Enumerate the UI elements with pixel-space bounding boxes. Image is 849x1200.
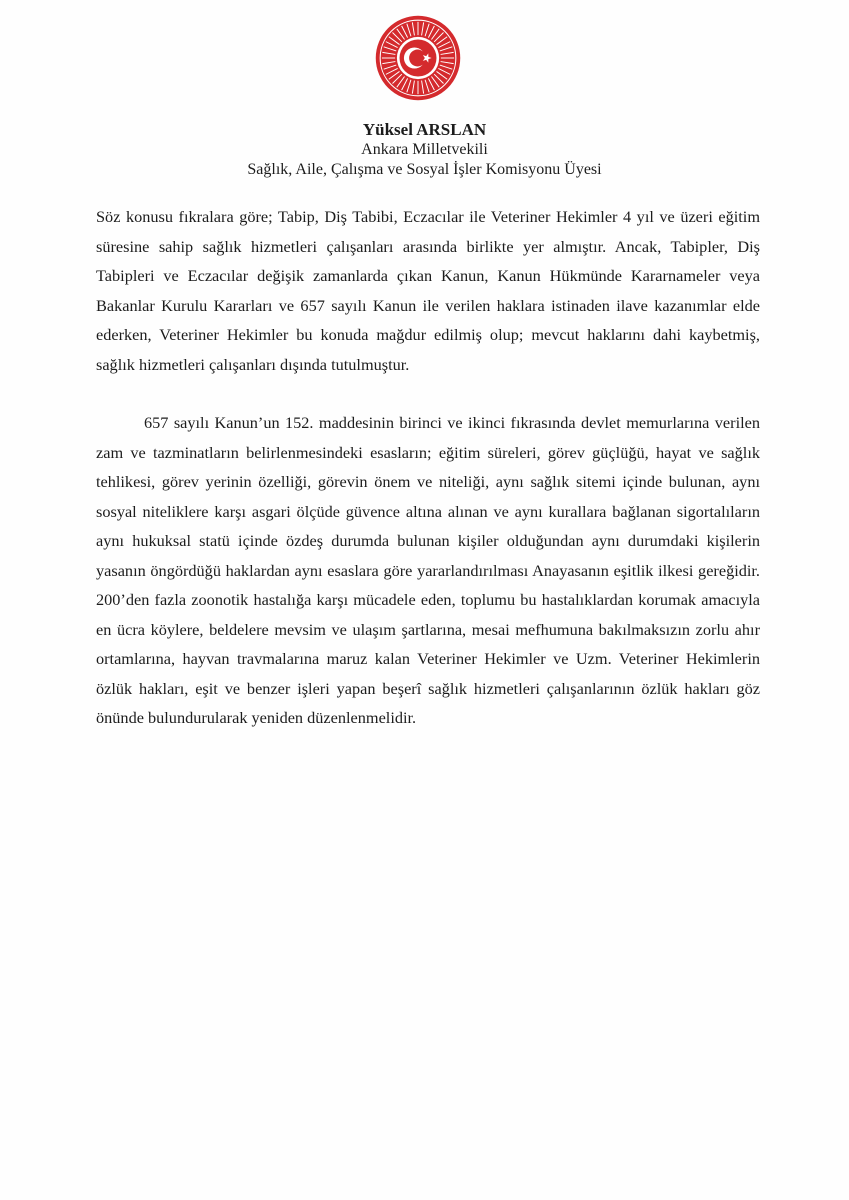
- committee-membership: Sağlık, Aile, Çalışma ve Sosyal İşler Komisyonu Üyesi: [247, 161, 602, 178]
- parliament-seal-icon: [374, 14, 462, 102]
- member-title: Ankara Milletvekili: [361, 141, 488, 158]
- paragraph-2: 657 sayılı Kanun’un 152. maddesinin birinci ve ikinci fıkrasında devlet memurlarına verilen zam ve tazminatların belirlenmesindeki esasların; eğitim süreleri, görev güçlüğü, hayat ve sağlık tehlikesi, görev yerinin özelliği, görevin önem ve niteliği, aynı sağlık sitemi içinde bulunan, aynı sosyal niteliklere karşı asgari ölçüde güvence altına alınan ve aynı kurallara bağlanan sigortalıların aynı hukuksal statü içinde özdeş durumda bulunan kişiler olduğundan aynı durumdaki kişilerin yasanın öngördüğü haklardan aynı esaslara göre yararlandırılması Anayasanın eşitlik ilkesi gereğidir. 200’den fazla zoonotik hastalığa karşı mücadele eden, toplumu bu hastalıklardan korumak amacıyla en ücra köylere, beldelere mevsim ve ulaşım şartlarına, mesai mefhumuna bakılmaksızın zorlu ahır ortamlarına, hayvan travmalarına maruz kalan Veteriner Hekimler ve Uzm. Veteriner Hekimlerin özlük hakları, eşit ve benzer işleri yapan beşerî sağlık hizmetleri çalışanlarının özlük hakları göz önünde bulundurularak yeniden düzenlenmelidir.: [96, 413, 760, 727]
- member-name: Yüksel ARSLAN: [362, 120, 487, 139]
- letterhead: [0, 120, 849, 180]
- paragraph-1: Söz konusu fıkralara göre; Tabip, Diş Tabibi, Eczacılar ile Veteriner Hekimler 4 yıl ve üzeri eğitim süresine sahip sağlık hizmetleri çalışanları arasında birlikte yer almıştır. Ancak, Tabipler, Diş Tabipleri ve Eczacılar değişik zamanlarda çıkan Kanun, Kanun Hükmünde Kararnameler veya Bakanlar Kurulu Kararları ve 657 sayılı Kanun ile verilen haklara istinaden ilave kazanımlar elde ederken, Veteriner Hekimler bu konuda mağdur edilmiş olup; mevcut haklarını dahi kaybetmiş, sağlık hizmetleri çalışanları dışında tutulmuştur.: [96, 207, 760, 374]
- document-body: [96, 202, 760, 733]
